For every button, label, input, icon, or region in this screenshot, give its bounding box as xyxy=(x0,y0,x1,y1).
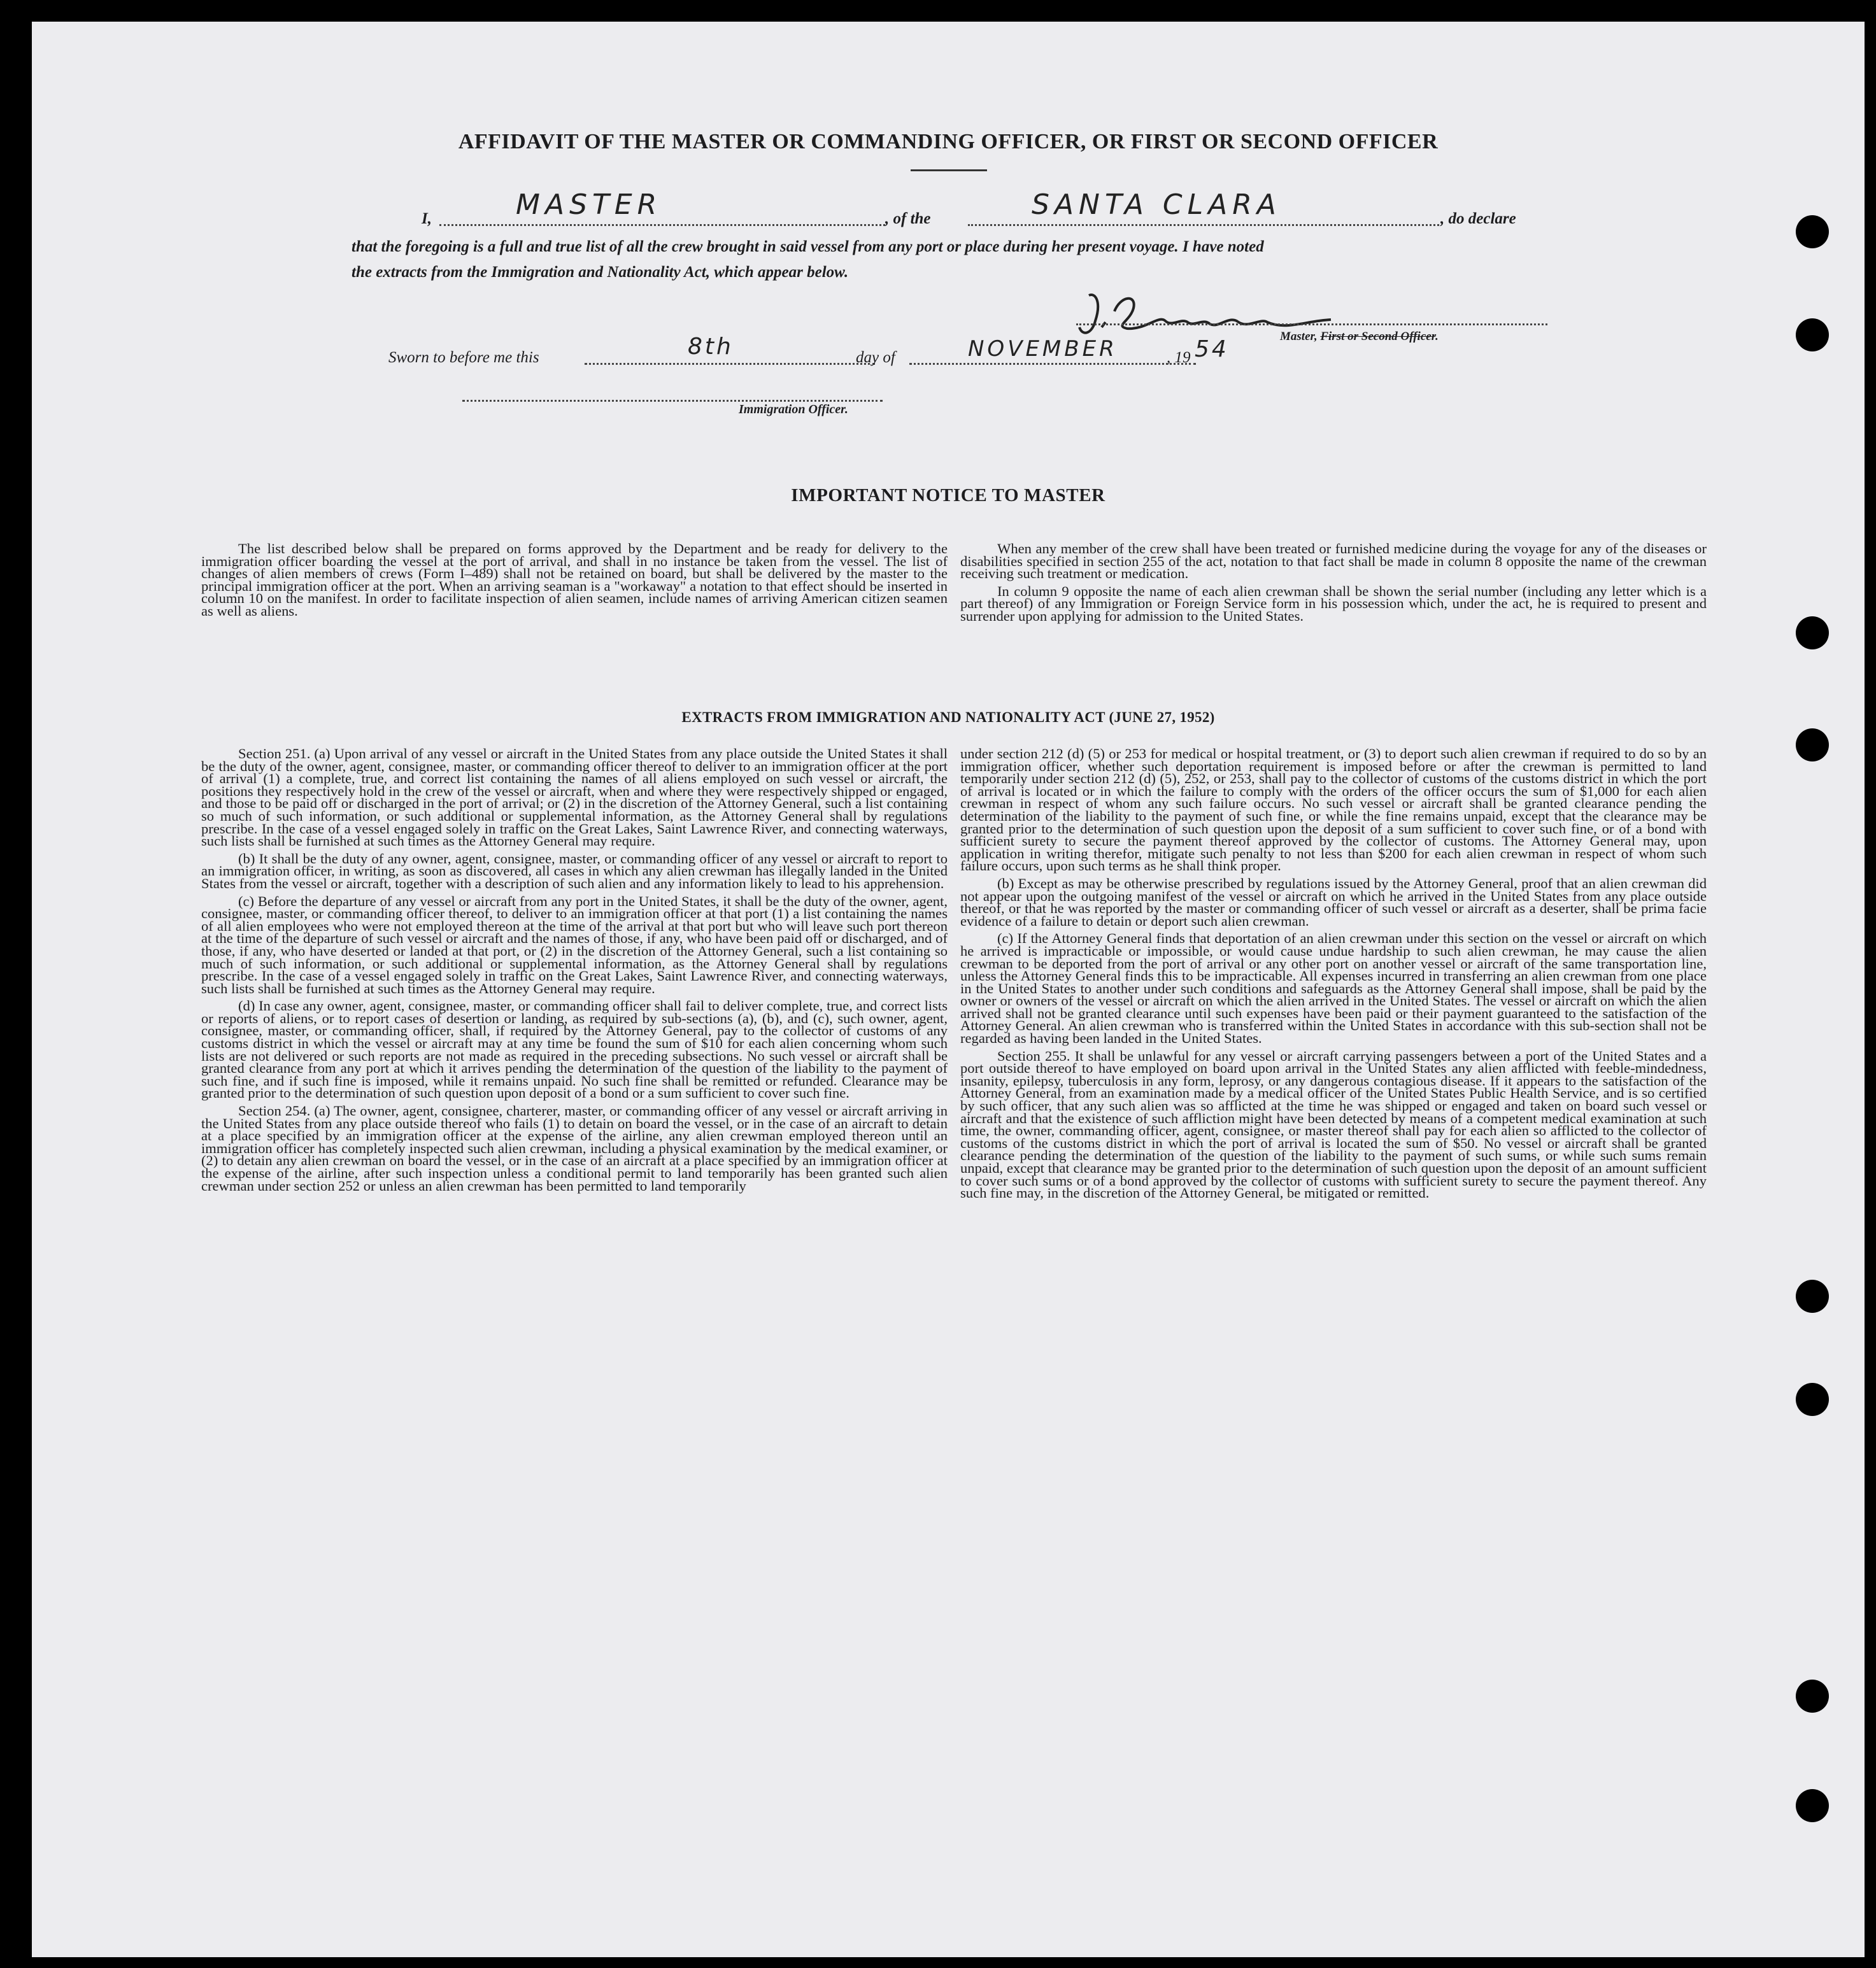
notice-right-column xyxy=(960,542,1707,628)
punch-hole xyxy=(1796,215,1829,248)
extract-left-paragraph: Section 251. (a) Upon arrival of any vessel or aircraft in the United States from any place outside the United States it shall be the duty of the owner, agent, consignee, master, or commanding officer thereof to deliver to an immigration officer at the port of arrival (1) a complete, true, and correct list containing the names of all aliens employed on such vessel or aircraft, the positions they respectively hold in the crew of the vessel or aircraft, when and where they were respectively shipped or engaged, and those to be paid off or discharged in the port of arrival; or (2) in the discretion of the Attorney General, such a list containing so much of such information, or such additional or supplemental information, as the Attorney General shall by regulations prescribe. In the case of a vessel engaged solely in traffic on the Great Lakes, Saint Lawrence River, and connecting waterways, such lists shall be furnished at such times as the Attorney General may require. xyxy=(201,746,948,849)
punch-hole xyxy=(1796,1383,1829,1416)
handwritten-day: 8th xyxy=(688,334,734,360)
punch-hole xyxy=(1796,1680,1829,1713)
sworn-label: Sworn to before me this xyxy=(388,349,539,366)
vessel-line xyxy=(968,224,1439,226)
notice-title: IMPORTANT NOTICE TO MASTER xyxy=(791,485,1105,506)
notice-left-paragraph: The list described below shall be prepared on forms approved by the Department and be ready for delivery to the immigration officer boarding the vessel at the port of arrival, and shall in no instance be taken from the vessel. The list of changes of alien members of crews (Form I–489) shall not be retained on board, but shall be delivered by the master to the principal immigration officer at the port. When an arriving seaman is a "workaway" a notation to that effect should be inserted in column 10 on the manifest. In order to facilitate inspection of alien seamen, include names of arriving American citizen seamen as well as aliens. xyxy=(201,541,948,619)
extract-right-paragraph: (c) If the Attorney General finds that deportation of an alien crewman under this section on the vessel or aircraft on which he arrived is impracticable or impossible, or would cause undue hardship to such alien crewman, he may cause the alien crewman to be deported from the port of arrival or any other port on another vessel or aircraft of the same transportation line, unless the Attorney General finds this to be impracticable. All expenses incurred in transferring an alien crewman from one place in the United States to another under such conditions and safeguards as the Attorney General shall impose, shall be paid by the owner or owners of the vessel or aircraft on which the alien arrived in the United States. The vessel or aircraft on which the alien arrived shall not be granted clearance until such expenses have been paid or their payment guaranteed to the satisfaction of the Attorney General. An alien crewman who is transferred within the United States in accordance with this sub-section shall not be regarded as having been landed in the United States. xyxy=(960,930,1707,1047)
day-of-label: day of xyxy=(856,349,895,366)
signature-role xyxy=(1280,330,1439,344)
sworn-day-line xyxy=(585,363,875,365)
immigration-officer-line xyxy=(462,400,883,402)
i-label: I, xyxy=(422,210,432,227)
affidavit-title: AFFIDAVIT OF THE MASTER OR COMMANDING OFFICER, OR FIRST OR SECOND OFFICER xyxy=(458,130,1439,153)
extract-right-paragraph: Section 255. It shall be unlawful for any vessel or aircraft carrying passengers between a port of the United States and a port outside thereof to have employed on board upon arrival in the United States any alien afflicted with feeble-mindedness, insanity, epilepsy, tuberculosis in any form, leprosy, or any dangerous contagious disease. If it appears to the satisfaction of the Attorney General, from an examination made by a medical officer of the United States Public Health Service, and is so certified by such officer, that any such alien was so afflicted at the time he was shipped or engaged and taken on board such vessel or aircraft and that the existence of such affliction might have been detected by means of a competent medical examination at such time, the owner, commanding officer, agent, consignee, or master thereof shall pay for each alien so afflicted to the collector of customs of the customs district in which the port of arrival is located the sum of $50. No vessel or aircraft shall be granted clearance pending the determination of the question of the liability to the payment of such sums, or while such sums remain unpaid, except that clearance may be granted prior to the determination of such question upon the deposit of an amount sufficient to cover such sums or of a bond approved by the collector of customs with sufficient surety to secure the payment thereof. Any such fine may, in the discretion of the Attorney General, be mitigated or remitted. xyxy=(960,1047,1707,1201)
extracts-left-column xyxy=(201,747,948,1197)
extracts-title: EXTRACTS FROM IMMIGRATION AND NATIONALITY ACT (JUNE 27, 1952) xyxy=(681,709,1215,725)
year-prefix: , 19 xyxy=(1167,349,1191,366)
extract-left-paragraph: (c) Before the departure of any vessel or aircraft from any port in the United States, it shall be the duty of the owner, agent, consignee, master, or commanding officer thereof, to deliver to an immigration officer at that port (1) a list containing the names of all alien employees who were not employed thereon at the time of the arrival at that port but who will leave such port thereon at the time of the departure of such vessel or aircraft and the names of those, if any, who have been paid off or discharged, and of those, if any, who have deserted or landed at that port, or (2) in the discretion of the Attorney General, such a list containing so much of such information, or such additional or supplemental information, as the Attorney General shall by regulations prescribe. In the case of a vessel engaged solely in traffic on the Great Lakes, Saint Lawrence River, and connecting waterways, such lists shall be furnished at such times as the Attorney General may require. xyxy=(201,893,948,996)
role-master: Master, xyxy=(1280,330,1321,343)
role-struck: First or Second Officer xyxy=(1320,330,1436,343)
handwritten-vessel: SANTA CLARA xyxy=(1032,188,1281,221)
sworn-month-line xyxy=(909,363,1196,365)
punch-hole xyxy=(1796,616,1829,649)
signature-line xyxy=(1076,323,1547,325)
extract-right-paragraph: (b) Except as may be otherwise prescribed by regulations issued by the Attorney General, proof that an alien crewman did not appear upon the outgoing manifest of the vessel or aircraft on which he arrived in the United States from any place outside thereof, or that he was reported by the master or commanding officer of such vessel or aircraft as a deserter, shall be prima facie evidence of a failure to detain or deport such alien crewman. xyxy=(960,875,1707,929)
handwritten-year: 54 xyxy=(1195,336,1229,362)
notice-right-paragraph-1: When any member of the crew shall have been treated or furnished medicine during the voyage for any of the diseases or disabilities specified in section 255 of the act, notation to that fact shall be made in column 8 opposite the name of the crewman receiving such treatment or medication. xyxy=(960,541,1707,582)
handwritten-month: NOVEMBER xyxy=(968,336,1118,362)
extract-left-paragraph: (b) It shall be the duty of any owner, agent, consignee, master, or commanding officer of any vessel or aircraft to report to an immigration officer, in writing, as soon as discovered, all cases in which any alien crewman has illegally landed in the United States from the vessel or aircraft, together with a description of such alien and any information likely to lead to his apprehension. xyxy=(201,850,948,891)
document-page xyxy=(32,22,1865,1957)
statement-line-2: the extracts from the Immigration and Nationality Act, which appear below. xyxy=(352,264,849,281)
do-declare-label: , do declare xyxy=(1440,210,1516,227)
punch-hole xyxy=(1796,728,1829,761)
name-line xyxy=(439,224,885,226)
title-underline xyxy=(911,169,987,171)
extract-left-paragraph: Section 254. (a) The owner, agent, consignee, charterer, master, or commanding officer of any vessel or aircraft arriving in the United States from any place outside thereof who fails (1) to detain on board the vessel, or in the case of an aircraft to detain at a place specified by an immigration officer at the expense of the airline, any alien crewman employed thereon until an immigration officer has completely inspected such alien crewman, including a physical examination by the medical examiner, or (2) to detain any alien crewman on board the vessel, or in the case of an aircraft at a place specified by an immigration officer at the expense of the airline, after such inspection unless a conditional permit to land temporarily has been granted such alien crewman under section 252 or unless an alien crewman has been permitted to land temporarily xyxy=(201,1103,948,1194)
handwritten-name: MASTER xyxy=(516,188,662,221)
punch-hole xyxy=(1796,318,1829,351)
punch-hole xyxy=(1796,1280,1829,1313)
extracts-right-column xyxy=(960,747,1707,1205)
extract-right-paragraph: under section 212 (d) (5) or 253 for medical or hospital treatment, or (3) to deport such alien crewman if required to do so by an immigration officer, whether such deportation requirement is imposed before or after the crewman is permitted to land temporarily under section 212 (d) (5), 252, or 253, shall pay to the collector of customs of the customs district in which the port of arrival is located or in which the failure to comply with the orders of the officer occurs the sum of $1,000 for each alien crewman in respect of whom any such failure occurs. No such vessel or aircraft shall be granted clearance pending the determination of the liability to the payment of such fine, or while the fine remains unpaid, except that the clearance may be granted prior to the determination of such question upon the deposit of a sum sufficient to cover such fine, or of a bond with sufficient surety to secure the payment thereof approved by the collector of customs. The Attorney General may, upon application in writing therefor, mitigate such penalty to not less than $200 for each alien crewman in respect of whom such failure occurs, upon such terms as he shall think proper. xyxy=(960,746,1707,874)
punch-hole xyxy=(1796,1789,1829,1822)
notice-right-paragraph-2: In column 9 opposite the name of each alien crewman shall be shown the serial number (including any letter which is a part thereof) of any Immigration or Foreign Service form in his possession which, under the act, he is required to present and surrender upon applying for admission to the United States. xyxy=(960,583,1707,624)
extract-left-paragraph: (d) In case any owner, agent, consignee, master, or commanding officer shall fail to deliver complete, true, and correct lists or reports of aliens, or to report cases of desertion or landing, as required by sub-sections (a), (b), and (c), such owner, agent, consignee, master, or commanding officer, shall, if required by the Attorney General, pay to the collector of customs of any customs district in which the vessel or aircraft may at any time be found the sum of $10 for each alien concerning whom such lists are not delivered or such reports are not made as required in the preceding subsections. No such vessel or aircraft shall be granted clearance from any port at which it arrives pending the determination of the question of the liability to the payment of such fine, and if such fine is imposed, while it remains unpaid. No such fine shall be remitted or refunded. Clearance may be granted prior to the determination of such question upon deposit of a bond or a sum sufficient to cover such fine. xyxy=(201,998,948,1101)
notice-left-column xyxy=(201,542,948,623)
role-suffix: . xyxy=(1435,330,1439,343)
statement-line-1: that the foregoing is a full and true list of all the crew brought in said vessel from any port or place during her present voyage. I have noted xyxy=(352,238,1264,255)
of-the-label: , of the xyxy=(885,210,931,227)
immigration-officer-label: Immigration Officer. xyxy=(739,402,848,416)
